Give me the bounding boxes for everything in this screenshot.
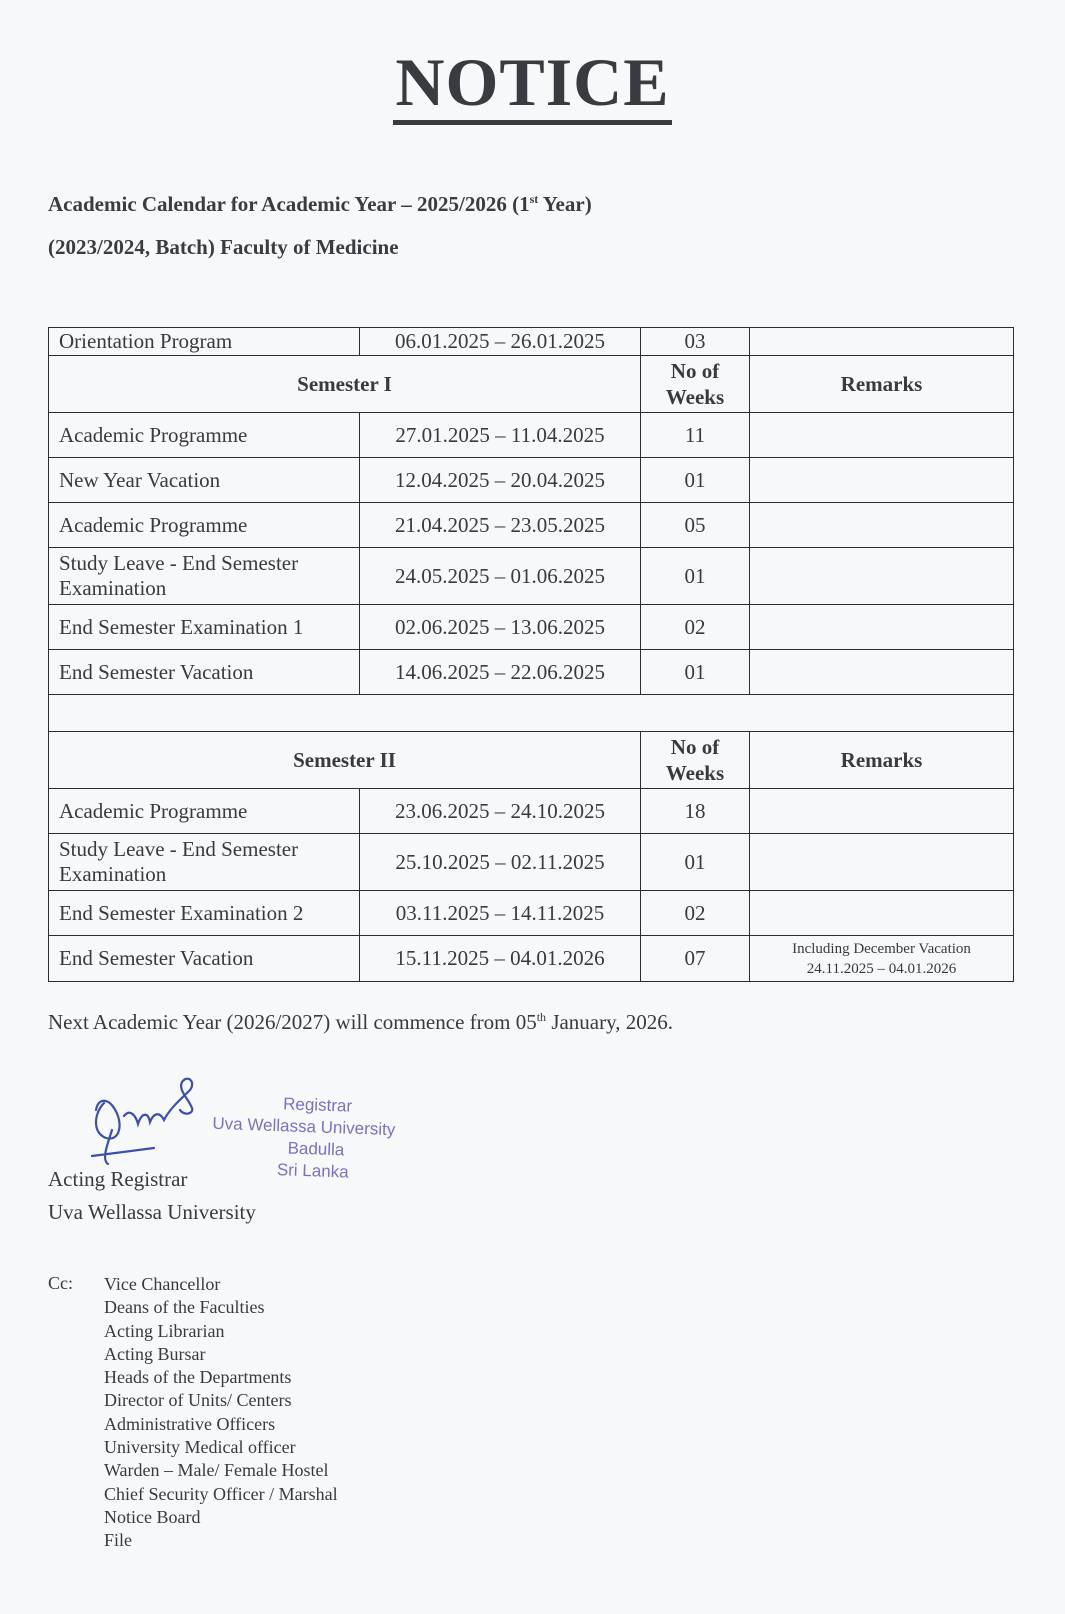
weeks-header: No of Weeks: [641, 732, 750, 789]
date-cell: 02.06.2025 – 13.06.2025: [360, 605, 641, 650]
weeks-cell: 07: [641, 936, 750, 982]
date-cell: 15.11.2025 – 04.01.2026: [360, 936, 641, 982]
remarks-cell: [750, 891, 1014, 936]
cc-recipient: Administrative Officers: [104, 1413, 276, 1434]
date-cell: 21.04.2025 – 23.05.2025: [360, 503, 641, 548]
cc-recipient: Director of Units/ Centers: [104, 1390, 292, 1411]
remarks-header: Remarks: [750, 356, 1014, 413]
weeks-cell: 01: [641, 548, 750, 605]
academic-calendar-table: [48, 327, 1014, 982]
notice-title-wrap: [0, 44, 1065, 125]
cc-recipient: File: [104, 1530, 133, 1551]
date-cell: 03.11.2025 – 14.11.2025: [360, 891, 641, 936]
table-row: [49, 789, 1014, 834]
next-year-end: January, 2026.: [546, 1010, 674, 1034]
heading-line1: Academic Calendar for Academic Year – 2025/2026 (1: [48, 192, 530, 216]
cc-label: Cc:: [48, 1273, 73, 1293]
cc-recipient: Notice Board: [104, 1506, 201, 1527]
remarks-header: Remarks: [750, 732, 1014, 789]
calendar-subheading: (2023/2024, Batch) Faculty of Medicine: [48, 235, 399, 259]
weeks-cell: 18: [641, 789, 750, 834]
table-row: [49, 548, 1014, 605]
remarks-cell: [750, 650, 1014, 695]
next-year-text: Next Academic Year (2026/2027) will commence from 05: [48, 1010, 537, 1034]
date-cell: 23.06.2025 – 24.10.2025: [360, 789, 641, 834]
next-year-sup: th: [536, 1010, 547, 1024]
remarks-cell: [750, 548, 1014, 605]
remarks-cell: [750, 503, 1014, 548]
activity-cell: Academic Programme: [49, 503, 360, 548]
weeks-cell: 01: [641, 458, 750, 503]
signatory-block: [48, 1163, 256, 1229]
date-cell: 25.10.2025 – 02.11.2025: [360, 834, 641, 891]
semester2-header: Semester II: [49, 732, 641, 789]
activity-cell: End Semester Examination 1: [49, 605, 360, 650]
table-row: [49, 605, 1014, 650]
notice-title: NOTICE: [393, 44, 671, 125]
stamp-line: Uva Wellassa University: [212, 1113, 396, 1140]
weeks-cell: 05: [641, 503, 750, 548]
stamp-line: Sri Lanka: [276, 1160, 349, 1182]
date-cell: 27.01.2025 – 11.04.2025: [360, 413, 641, 458]
weeks-cell: 02: [641, 605, 750, 650]
stamp-line: Registrar: [282, 1094, 353, 1116]
activity-cell: End Semester Examination 2: [49, 891, 360, 936]
remarks-cell: [750, 328, 1014, 356]
activity-cell: New Year Vacation: [49, 458, 360, 503]
signatory-org: Uva Wellassa University: [48, 1200, 256, 1224]
cc-recipient: Acting Librarian: [104, 1320, 225, 1341]
remarks-cell: [750, 936, 1014, 982]
activity-cell: Orientation Program: [49, 328, 360, 356]
date-cell: 06.01.2025 – 26.01.2025: [360, 328, 641, 356]
table-row: [49, 413, 1014, 458]
table-row: [49, 328, 1014, 356]
signature-mark: [84, 1068, 224, 1168]
cc-list: [104, 1273, 338, 1553]
cc-recipient: Acting Bursar: [104, 1343, 206, 1364]
remarks-line: 24.11.2025 – 04.01.2026: [806, 960, 957, 977]
cc-recipient: Heads of the Departments: [104, 1367, 292, 1388]
calendar-heading: [48, 192, 592, 217]
table-row: [49, 503, 1014, 548]
weeks-cell: 01: [641, 834, 750, 891]
table-row: [49, 650, 1014, 695]
weeks-cell: 03: [641, 328, 750, 356]
heading-sup: st: [529, 192, 539, 206]
semester2-header-row: [49, 732, 1014, 789]
cc-recipient: Warden – Male/ Female Hostel: [104, 1460, 329, 1481]
remarks-line: Including December Vacation: [792, 940, 971, 957]
spacer-cell: [49, 695, 1014, 732]
weeks-cell: 01: [641, 650, 750, 695]
activity-cell: Study Leave - End Semester Examination: [49, 548, 360, 605]
cc-recipient: University Medical officer: [104, 1437, 296, 1458]
semester1-header-row: [49, 356, 1014, 413]
table-row: [49, 834, 1014, 891]
spacer-row: [49, 695, 1014, 732]
activity-cell: End Semester Vacation: [49, 650, 360, 695]
heading-line1-end: Year): [538, 192, 592, 216]
cc-recipient: Deans of the Faculties: [104, 1297, 265, 1318]
activity-cell: Academic Programme: [49, 789, 360, 834]
cc-recipient: Vice Chancellor: [104, 1274, 221, 1294]
weeks-header: No of Weeks: [641, 356, 750, 413]
signatory-role: Acting Registrar: [48, 1167, 188, 1191]
date-cell: 14.06.2025 – 22.06.2025: [360, 650, 641, 695]
date-cell: 24.05.2025 – 01.06.2025: [360, 548, 641, 605]
next-year-notice: [48, 1010, 673, 1035]
table-row: [49, 458, 1014, 503]
weeks-cell: 11: [641, 413, 750, 458]
remarks-cell: [750, 605, 1014, 650]
activity-cell: End Semester Vacation: [49, 936, 360, 982]
remarks-cell: [750, 458, 1014, 503]
remarks-cell: [750, 834, 1014, 891]
semester1-header: Semester I: [49, 356, 641, 413]
activity-cell: Study Leave - End Semester Examination: [49, 834, 360, 891]
cc-recipient: Chief Security Officer / Marshal: [104, 1483, 338, 1504]
stamp-line: Badulla: [287, 1138, 345, 1160]
activity-cell: Academic Programme: [49, 413, 360, 458]
date-cell: 12.04.2025 – 20.04.2025: [360, 458, 641, 503]
weeks-cell: 02: [641, 891, 750, 936]
remarks-cell: [750, 789, 1014, 834]
table-row: [49, 936, 1014, 982]
remarks-cell: [750, 413, 1014, 458]
table-row: [49, 891, 1014, 936]
